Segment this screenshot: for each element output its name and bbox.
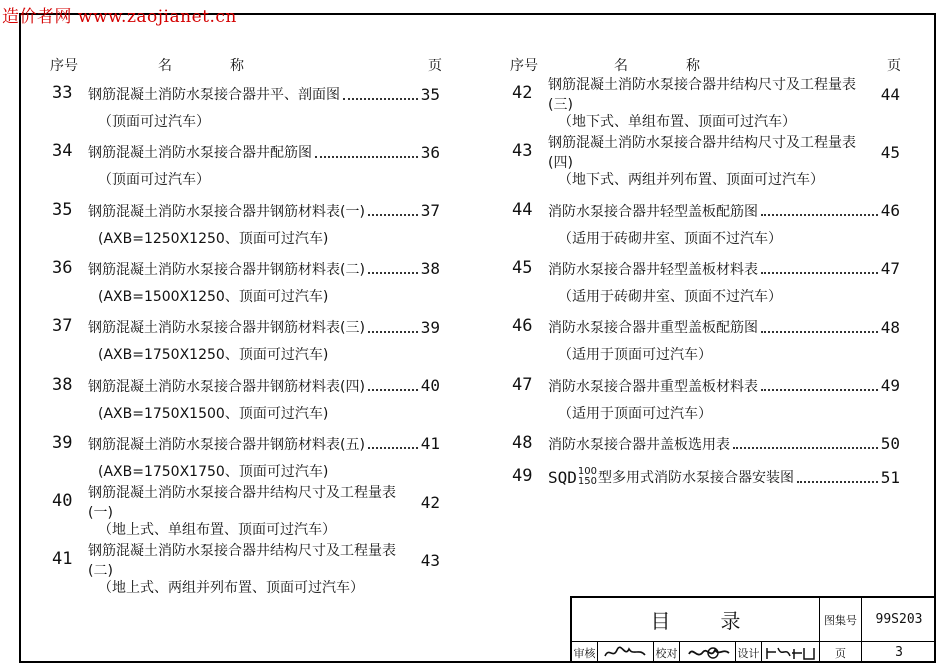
toc-entry-34[interactable] [48,141,440,191]
toc-entry-page: 37 [420,201,440,221]
toc-entry-page: 45 [880,142,900,162]
toc-entry-42[interactable] [508,77,900,133]
toc-entry-subtitle: （地上式、两组并列布置、顶面可过汽车） [98,580,364,597]
toc-entry-number: 42 [512,83,533,103]
toc-entry-title: 消防水泵接合器井轻型盖板材料表 [548,261,758,278]
toc-entry-subtitle: （适用于砖砌井室、顶面不过汽车） [558,230,782,247]
header-name2-right: 称 [686,58,700,74]
toc-entry-35[interactable] [48,200,440,250]
dot-leader [368,322,418,333]
toc-entry-number: 41 [52,549,73,570]
toc-entry-page: 46 [880,201,900,221]
toc-entry-number: 47 [512,374,533,395]
toc-entry-subtitle: （地下式、两组并列布置、顶面可过汽车） [558,172,824,189]
toc-entry-title: 钢筋混凝土消防水泵接合器井平、剖面图 [88,87,340,103]
toc-entry-title: 消防水泵接合器井重型盖板材料表 [548,378,758,395]
toc-entry-subtitle: （地下式、单组布置、顶面可过汽车） [558,114,796,130]
toc-entry-subtitle: （顶面可过汽车） [98,172,210,189]
atlas-number-value: 99S203 [862,598,936,642]
design-signature [762,642,820,663]
toc-entry-subtitle: （适用于砖砌井室、顶面不过汽车） [558,288,782,305]
toc-entry-number: 43 [512,141,533,162]
header-name2-left: 称 [230,58,244,74]
toc-entry-title: 钢筋混凝土消防水泵接合器井钢筋材料表(五) [88,436,365,453]
toc-entry-number: 33 [52,83,73,103]
toc-entry-number: 44 [512,199,533,220]
toc-entry-subtitle: (AXB=1750X1250、顶面可过汽车) [98,347,329,364]
toc-entry-40[interactable] [48,485,440,541]
toc-entry-subtitle: (AXB=1750X1500、顶面可过汽车) [98,405,329,422]
dot-leader [368,263,418,274]
toc-entry-page: 44 [880,84,900,104]
toc-entry-number: 46 [512,316,533,337]
toc-entry-page: 51 [880,467,900,487]
toc-entry-page: 42 [420,492,440,512]
toc-entry-subtitle: （适用于顶面可过汽车） [558,405,712,422]
toc-entry-page: 48 [880,317,900,337]
toc-entry-39[interactable] [48,433,440,483]
toc-entry-title: 钢筋混凝土消防水泵接合器井钢筋材料表(三) [88,320,365,337]
toc-entry-subtitle: （顶面可过汽车） [98,114,210,130]
dot-leader [368,438,418,449]
toc-entry-number: 34 [52,141,73,162]
toc-entry-36[interactable] [48,258,440,308]
toc-entry-number: 37 [52,316,73,337]
header-name1-right: 名 [614,58,628,74]
toc-entry-subtitle: (AXB=1250X1250、顶面可过汽车) [98,230,329,247]
review-label: 审核 [572,642,598,663]
dot-leader [761,263,878,274]
toc-entry-title: 钢筋混凝土消防水泵接合器井结构尺寸及工程量表(一) [88,485,396,522]
dot-leader [315,147,418,158]
design-label: 设计 [736,642,762,663]
toc-entry-title: 型多用式消防水泵接合器安装图 [598,470,794,486]
toc-entry-number: 40 [52,491,73,512]
header-seq-right: 序号 [510,58,538,74]
title-block [570,596,936,663]
toc-entry-title: 消防水泵接合器井重型盖板配筋图 [548,320,758,337]
toc-entry-subtitle: (AXB=1750X1750、顶面可过汽车) [98,463,329,480]
toc-entry-33[interactable] [48,83,440,133]
check-signature [680,642,736,663]
toc-entry-page: 36 [420,142,440,162]
dot-leader [733,438,878,449]
toc-entry-49[interactable] [508,466,900,488]
dot-leader [761,380,878,391]
dot-leader [368,380,418,391]
toc-entry-number: 35 [52,199,73,220]
toc-entry-title: 钢筋混凝土消防水泵接合器井结构尺寸及工程量表(四) [548,135,856,172]
toc-entry-number: 48 [512,432,533,453]
header-name1-left: 名 [158,58,172,74]
toc-entry-title: 钢筋混凝土消防水泵接合器井配筋图 [88,145,312,162]
toc-entry-number: 39 [52,432,73,453]
toc-entry-number: 38 [52,374,73,395]
dot-leader [343,89,418,100]
toc-entry-page: 47 [880,259,900,279]
toc-entry-title: 钢筋混凝土消防水泵接合器井结构尺寸及工程量表(二) [88,543,396,580]
toc-entry-46[interactable] [508,316,900,366]
toc-entry-title: 钢筋混凝土消防水泵接合器井钢筋材料表(二) [88,261,365,278]
toc-entry-subtitle: (AXB=1500X1250、顶面可过汽车) [98,288,329,305]
toc-entry-title: 钢筋混凝土消防水泵接合器井钢筋材料表(四) [88,378,365,395]
watermark: 造价者网 www.zaojianet.cn [2,7,237,27]
review-signature [598,642,654,663]
toc-entry-title: 钢筋混凝土消防水泵接合器井结构尺寸及工程量表(三) [548,77,856,113]
toc-entry-page: 41 [420,434,440,454]
model-fraction [578,467,597,487]
toc-entry-37[interactable] [48,316,440,366]
header-seq-left: 序号 [50,58,78,74]
toc-entry-number: 49 [512,466,533,486]
toc-entry-38[interactable] [48,375,440,425]
toc-entry-page: 39 [420,317,440,337]
model-prefix: SQD [548,467,577,487]
header-page-left: 页 [428,58,442,74]
toc-entry-page: 40 [420,376,440,395]
dot-leader [761,205,878,216]
dot-leader [797,472,878,483]
toc-entry-43[interactable] [508,135,900,191]
fraction-top: 100 [577,466,597,477]
page-label: 页 [820,642,862,663]
header-page-right: 页 [887,58,901,74]
dot-leader [761,322,878,333]
dot-leader [368,205,418,216]
toc-entry-page: 38 [420,259,440,279]
toc-entry-title: 消防水泵接合器井盖板选用表 [548,436,730,453]
title-char-2: 录 [720,609,741,633]
toc-entry-title: 消防水泵接合器井轻型盖板配筋图 [548,203,758,220]
toc-entry-subtitle: （地上式、单组布置、顶面可过汽车） [98,522,336,539]
toc-entry-page: 35 [420,84,440,104]
toc-entry-title: 钢筋混凝土消防水泵接合器井钢筋材料表(一) [88,203,365,220]
check-label: 校对 [654,642,680,663]
toc-entry-41[interactable] [48,543,440,599]
drawing-title [572,598,820,642]
toc-entry-number: 36 [52,257,73,278]
toc-entry-page: 50 [880,434,900,454]
toc-entry-subtitle: （适用于顶面可过汽车） [558,347,712,364]
toc-entry-page: 49 [880,376,900,395]
page-value: 3 [895,645,903,660]
toc-entry-45[interactable] [508,258,900,308]
toc-entry-number: 45 [512,257,533,278]
title-char-1: 目 [650,609,671,633]
toc-entry-47[interactable] [508,375,900,425]
fraction-bottom: 150 [577,476,597,487]
toc-entry-44[interactable] [508,200,900,250]
toc-entry-page: 43 [420,550,440,570]
atlas-number-label: 图集号 [820,598,862,642]
